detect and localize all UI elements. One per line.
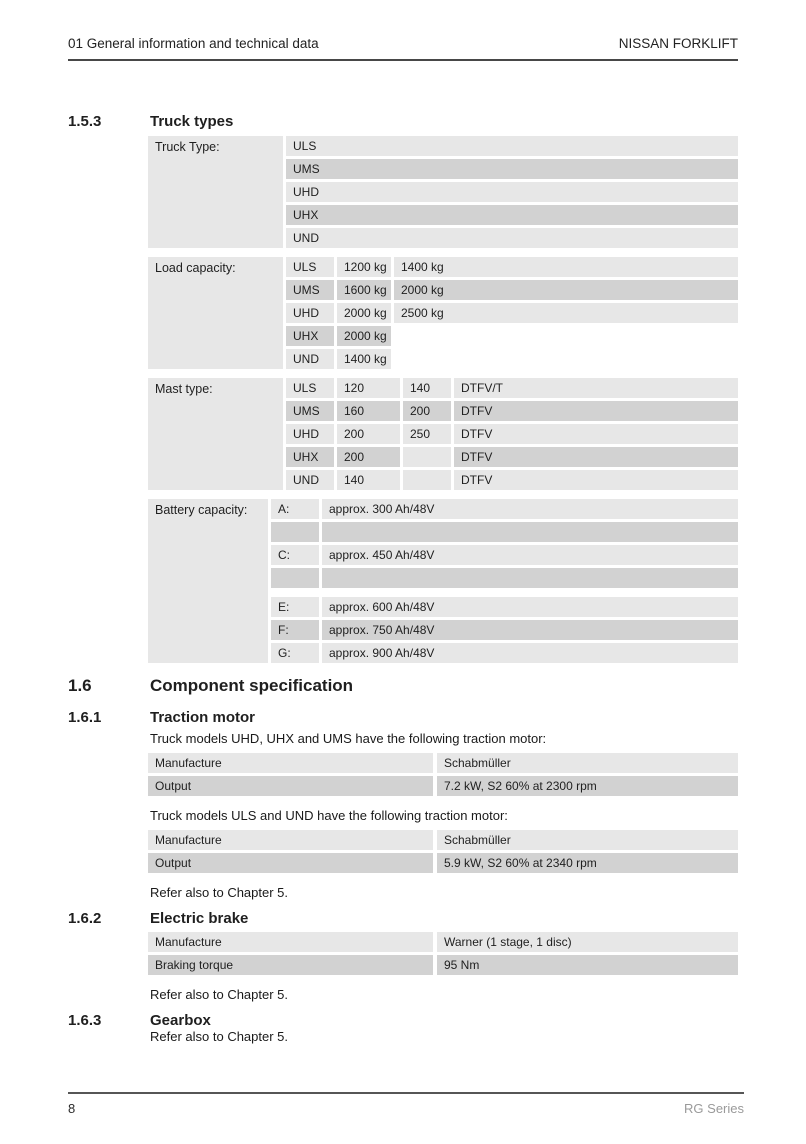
section-heading-electric-brake xyxy=(68,910,738,927)
section-number: 1.6.2 xyxy=(68,910,102,927)
truck-cell: UHD xyxy=(286,424,334,444)
spec-value-cell: 5.9 kW, S2 60% at 2340 rpm xyxy=(437,853,738,873)
section-title: Traction motor xyxy=(150,709,256,726)
battery-key-cell xyxy=(271,568,319,588)
capacity-cell: 2000 kg xyxy=(337,303,391,323)
table-row xyxy=(286,280,738,300)
load-capacity-table xyxy=(148,257,738,369)
table-row xyxy=(271,597,738,617)
table-row xyxy=(148,776,738,796)
battery-value-cell: approx. 300 Ah/48V xyxy=(322,499,738,519)
battery-value-cell xyxy=(322,568,738,588)
mast-cell: 160 xyxy=(337,401,400,421)
refer-note-gearbox: Refer also to Chapter 5. xyxy=(150,1029,289,1044)
spec-label-cell: Manufacture xyxy=(148,830,433,850)
mast-cell: 250 xyxy=(403,424,451,444)
truck-cell: UMS xyxy=(286,401,334,421)
spec-value-cell: 7.2 kW, S2 60% at 2300 rpm xyxy=(437,776,738,796)
table-row-empty xyxy=(271,568,738,588)
capacity-cell-empty xyxy=(394,349,738,369)
truck-type-table xyxy=(148,136,738,248)
table-row xyxy=(271,620,738,640)
table-row xyxy=(148,932,738,952)
table-row xyxy=(286,401,738,421)
mast-type-table xyxy=(148,378,738,490)
mast-model-cell: DTFV/T xyxy=(454,378,738,398)
table-row xyxy=(148,955,738,975)
section-number: 1.6.3 xyxy=(68,1012,102,1029)
spec-value-cell: 95 Nm xyxy=(437,955,738,975)
table-row xyxy=(286,447,738,467)
table-row xyxy=(148,830,738,850)
battery-key-cell xyxy=(271,522,319,542)
mast-cell-empty xyxy=(403,447,451,467)
section-number: 1.5.3 xyxy=(68,113,102,130)
mast-cell: 140 xyxy=(337,470,400,490)
table-row xyxy=(286,159,738,179)
electric-brake-table xyxy=(148,932,738,975)
table-row xyxy=(148,753,738,773)
capacity-cell: 2000 kg xyxy=(394,280,738,300)
table-row xyxy=(271,643,738,663)
capacity-cell: 1600 kg xyxy=(337,280,391,300)
truck-type-cell: UHD xyxy=(286,182,738,202)
truck-cell: UHX xyxy=(286,326,334,346)
mast-model-cell: DTFV xyxy=(454,401,738,421)
section-number: 1.6 xyxy=(68,676,92,695)
truck-cell: UHD xyxy=(286,303,334,323)
table-row xyxy=(286,349,738,369)
traction-motor-intro-1: Truck models UHD, UHX and UMS have the following traction motor: xyxy=(150,731,547,746)
refer-note-brake: Refer also to Chapter 5. xyxy=(150,987,289,1002)
table-row xyxy=(286,424,738,444)
spec-value-cell: Schabmüller xyxy=(437,753,738,773)
capacity-cell: 1200 kg xyxy=(337,257,391,277)
truck-cell: ULS xyxy=(286,257,334,277)
spec-value-cell: Schabmüller xyxy=(437,830,738,850)
table-row xyxy=(286,182,738,202)
table-row xyxy=(286,136,738,156)
battery-key-cell: E: xyxy=(271,597,319,617)
spec-label-cell: Output xyxy=(148,776,433,796)
battery-capacity-label: Battery capacity: xyxy=(148,499,268,663)
truck-type-cell: ULS xyxy=(286,136,738,156)
traction-motor-table-1 xyxy=(148,753,738,796)
table-row xyxy=(286,303,738,323)
section-title: Truck types xyxy=(150,113,234,130)
battery-value-cell xyxy=(322,522,738,542)
table-row xyxy=(286,205,738,225)
battery-value-cell: approx. 450 Ah/48V xyxy=(322,545,738,565)
table-row xyxy=(271,545,738,565)
mast-type-label: Mast type: xyxy=(148,378,283,490)
table-row xyxy=(286,470,738,490)
section-heading-truck-types xyxy=(68,113,738,130)
battery-key-cell: G: xyxy=(271,643,319,663)
table-row xyxy=(286,378,738,398)
mast-cell: 120 xyxy=(337,378,400,398)
load-capacity-rows xyxy=(286,257,738,369)
page-header xyxy=(68,36,738,61)
truck-type-rows xyxy=(286,136,738,248)
truck-cell: UND xyxy=(286,349,334,369)
mast-cell: 200 xyxy=(337,424,400,444)
truck-type-cell: UND xyxy=(286,228,738,248)
spec-value-cell: Warner (1 stage, 1 disc) xyxy=(437,932,738,952)
battery-capacity-rows xyxy=(271,499,738,663)
battery-key-cell: F: xyxy=(271,620,319,640)
section-title: Gearbox xyxy=(150,1012,211,1029)
spec-label-cell: Output xyxy=(148,853,433,873)
battery-value-cell: approx. 900 Ah/48V xyxy=(322,643,738,663)
refer-note-traction: Refer also to Chapter 5. xyxy=(150,885,289,900)
capacity-cell-empty xyxy=(394,326,738,346)
mast-cell-empty xyxy=(403,470,451,490)
section-heading-gearbox xyxy=(68,1012,738,1029)
load-capacity-label: Load capacity: xyxy=(148,257,283,369)
mast-cell: 200 xyxy=(337,447,400,467)
truck-type-cell: UMS xyxy=(286,159,738,179)
header-brand: NISSAN FORKLIFT xyxy=(618,36,738,51)
section-title: Electric brake xyxy=(150,910,249,927)
truck-cell: UHX xyxy=(286,447,334,467)
mast-model-cell: DTFV xyxy=(454,424,738,444)
battery-key-cell: A: xyxy=(271,499,319,519)
section-number: 1.6.1 xyxy=(68,709,102,726)
section-heading-traction-motor xyxy=(68,709,738,726)
mast-model-cell: DTFV xyxy=(454,470,738,490)
section-heading-component-spec xyxy=(68,676,738,696)
truck-cell: ULS xyxy=(286,378,334,398)
page-footer xyxy=(68,1092,744,1116)
table-row xyxy=(286,228,738,248)
truck-cell: UND xyxy=(286,470,334,490)
battery-value-cell: approx. 600 Ah/48V xyxy=(322,597,738,617)
battery-value-cell: approx. 750 Ah/48V xyxy=(322,620,738,640)
spec-label-cell: Manufacture xyxy=(148,932,433,952)
table-row xyxy=(271,499,738,519)
table-row xyxy=(286,257,738,277)
traction-motor-table-2 xyxy=(148,830,738,873)
page-number: 8 xyxy=(68,1101,76,1116)
spec-label-cell: Braking torque xyxy=(148,955,433,975)
spec-label-cell: Manufacture xyxy=(148,753,433,773)
capacity-cell: 2500 kg xyxy=(394,303,738,323)
mast-cell: 200 xyxy=(403,401,451,421)
mast-type-rows xyxy=(286,378,738,490)
table-row xyxy=(148,853,738,873)
truck-type-label: Truck Type: xyxy=(148,136,283,248)
capacity-cell: 2000 kg xyxy=(337,326,391,346)
capacity-cell: 1400 kg xyxy=(337,349,391,369)
battery-key-cell: C: xyxy=(271,545,319,565)
capacity-cell: 1400 kg xyxy=(394,257,738,277)
table-row xyxy=(286,326,738,346)
mast-model-cell: DTFV xyxy=(454,447,738,467)
truck-type-cell: UHX xyxy=(286,205,738,225)
battery-capacity-table xyxy=(148,499,738,663)
mast-cell: 140 xyxy=(403,378,451,398)
header-chapter-title: 01 General information and technical data xyxy=(68,36,319,51)
section-title: Component specification xyxy=(150,676,354,695)
traction-motor-intro-2: Truck models ULS and UND have the following traction motor: xyxy=(150,808,508,823)
table-row-empty xyxy=(271,522,738,542)
truck-cell: UMS xyxy=(286,280,334,300)
footer-series: RG Series xyxy=(684,1101,744,1116)
